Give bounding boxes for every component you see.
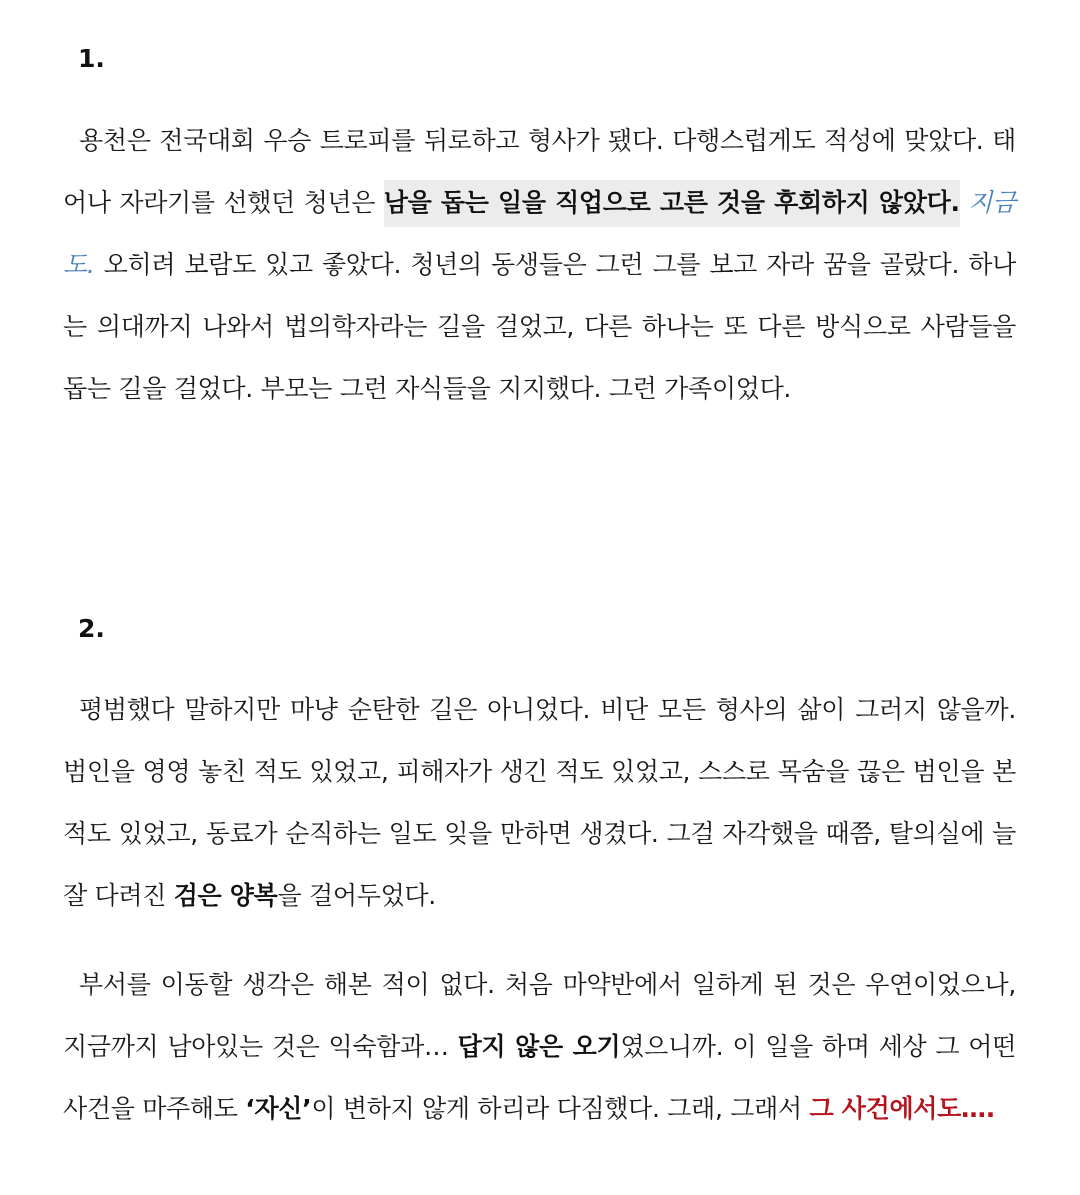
section-2-p2-text-a: 부서를 이동할 생각은 해본 적이 없다. 처음 마약반에서 일하게 된 것은 우연이었으나, 지금까지 남아있는 것은 익숙함과… bbox=[63, 970, 1016, 1061]
section-2-number: 2. bbox=[78, 614, 105, 643]
section-2-p2-text-b: 였으니까. 이 일을 하며 세상 그 어떤 사건을 마주해도 bbox=[63, 1032, 1016, 1123]
bold-phrase-stubbornness: 답지 않은 오기 bbox=[457, 1032, 621, 1061]
section-1-text-b: 오히려 보람도 있고 좋았다. 청년의 동생들은 그런 그를 보고 자라 꿈을 골랐다. 하나는 의대까지 나와서 법의학자라는 길을 걸었고, 다른 하나는 또 다른 방식으로 사람들을 돕는 길을 걸었다. 부모는 그런 자식들을 지지했다. 그런 가족이었다. bbox=[63, 250, 1016, 403]
space-after-highlight bbox=[960, 188, 969, 217]
italic-emphasis-text: 지금도. bbox=[63, 188, 1016, 279]
section-1-text-a: 용천은 전국대회 우승 트로피를 뒤로하고 형사가 됐다. 다행스럽게도 적성에 맞았다. 태어나 자라기를 선했던 청년은 bbox=[63, 126, 1016, 217]
bold-phrase-self: ‘자신’ bbox=[245, 1094, 312, 1123]
section-2-paragraph-2 bbox=[63, 954, 1016, 1140]
section-2-p2-text-c: 이 변하지 않게 하리라 다짐했다. 그래, 그래서 bbox=[311, 1094, 810, 1123]
section-2-p1-text-a: 평범했다 말하지만 마냥 순탄한 길은 아니었다. 비단 모든 형사의 삶이 그러지 않을까. 범인을 영영 놓친 적도 있었고, 피해자가 생긴 적도 있었고, 스스로 목숨을 끊은 범인을 본 적도 있었고, 동료가 순직하는 일도 잊을 만하면 생겼다. 그걸 자각했을 때쯤, 탈의실에 늘 잘 다려진 bbox=[63, 695, 1016, 910]
section-2-p1-text-b: 을 걸어두었다. bbox=[277, 881, 436, 910]
highlighted-sentence: 남을 돕는 일을 직업으로 고른 것을 후회하지 않았다. bbox=[384, 180, 960, 227]
section-2-paragraph-1 bbox=[63, 679, 1016, 927]
section-1-paragraph bbox=[63, 110, 1016, 420]
section-1-number: 1. bbox=[78, 44, 105, 73]
bold-phrase-black-suit: 검은 양복 bbox=[173, 881, 278, 910]
red-emphasis-text: 그 사건에서도…. bbox=[809, 1094, 995, 1123]
